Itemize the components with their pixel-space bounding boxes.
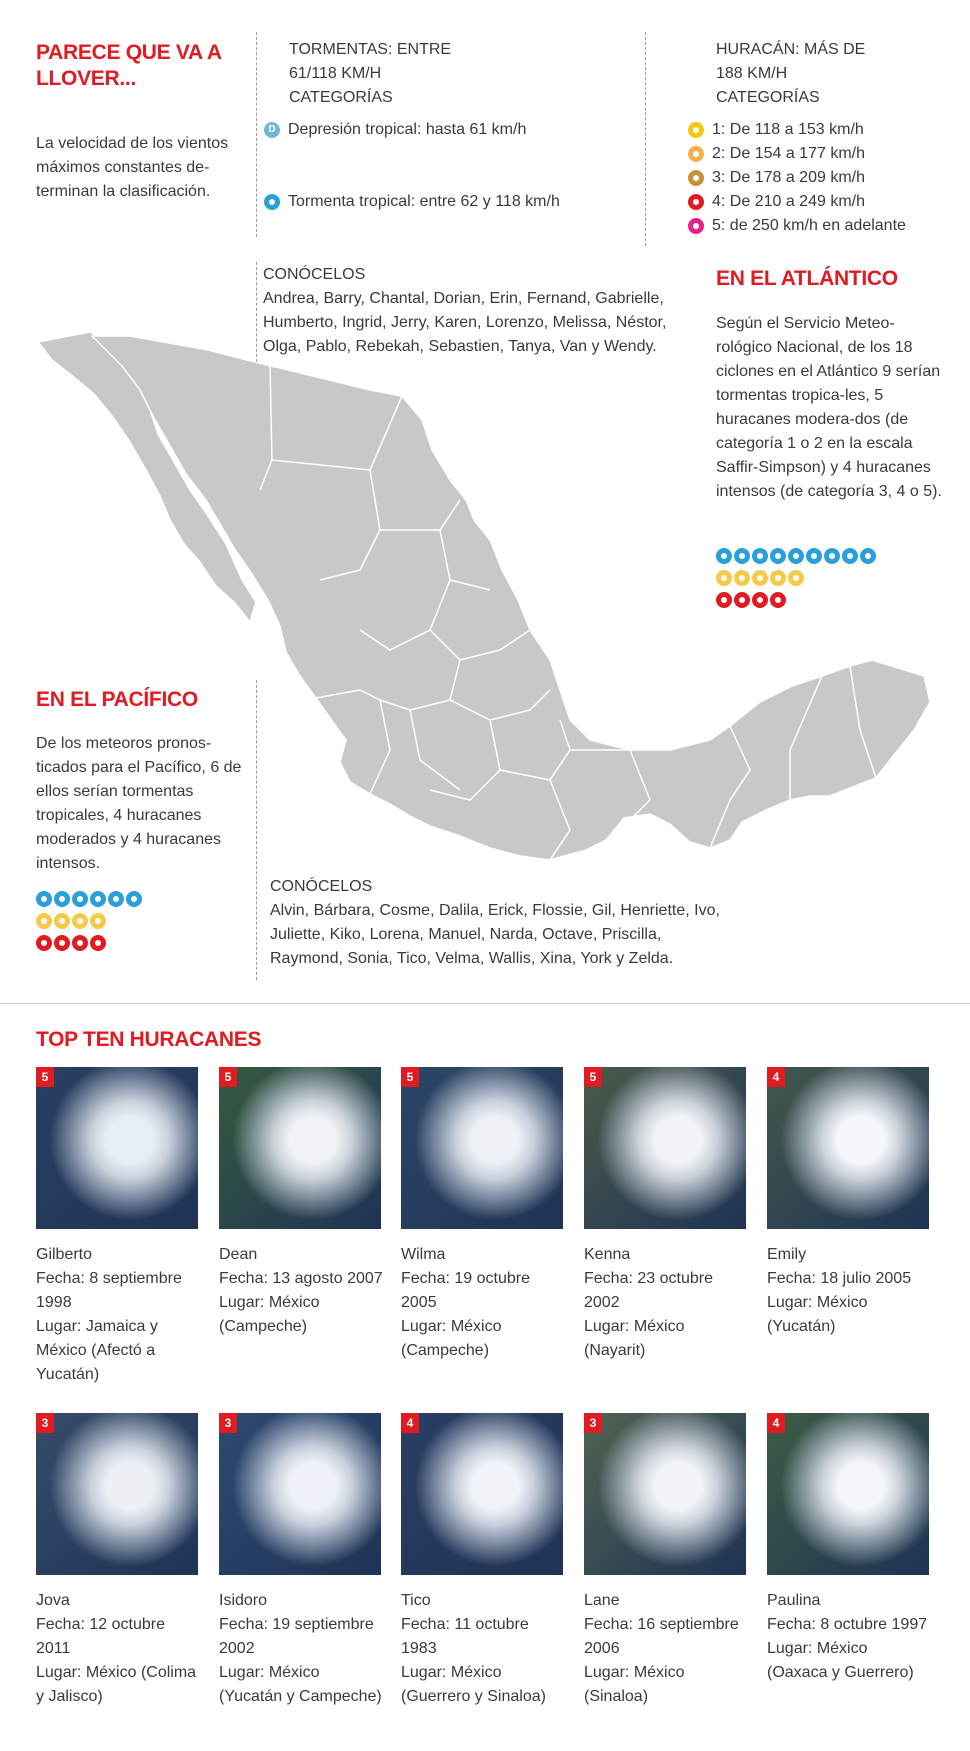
hurricane-name: Emily	[767, 1246, 807, 1263]
hurricane-lugar: Lugar: México (Oaxaca y Guerrero)	[767, 1640, 914, 1681]
legend-category-label: 4: De 210 a 249 km/h	[712, 193, 865, 210]
moderate-hurricane-icon	[36, 913, 52, 929]
satellite-image	[767, 1067, 929, 1229]
tropical-storm-icon	[54, 891, 70, 907]
hurricane-lugar: Lugar: México (Campeche)	[401, 1318, 502, 1359]
hurricane-name: Paulina	[767, 1592, 821, 1609]
hurricane-info	[767, 1243, 932, 1339]
category-badge: 5	[36, 1067, 54, 1087]
legend-category-3	[688, 166, 958, 190]
category-badge: 4	[767, 1413, 785, 1433]
hurricane-fecha: Fecha: 11 octubre 1983	[401, 1616, 529, 1657]
storms-heading-3: CATEGORÍAS	[289, 89, 393, 106]
hurricane-card	[401, 1413, 566, 1709]
satellite-image	[401, 1067, 563, 1229]
legend-depresion-label: Depresión tropical: hasta 61 km/h	[288, 121, 527, 138]
hurricane-name: Isidoro	[219, 1592, 268, 1609]
satellite-image	[219, 1413, 381, 1575]
hurricane-fecha: Fecha: 19 septiembre 2002	[219, 1616, 374, 1657]
legend-depresion	[264, 118, 644, 142]
section-divider	[0, 1003, 970, 1004]
hurricane-icon	[688, 146, 704, 162]
tropical-storm-icon	[36, 891, 52, 907]
divider-4	[256, 680, 257, 980]
hurricane-name: Dean	[219, 1246, 258, 1263]
tropical-storm-icon	[126, 891, 142, 907]
moderate-hurricane-icon	[72, 913, 88, 929]
hurricane-info	[767, 1589, 932, 1685]
moderate-hurricane-icon	[90, 913, 106, 929]
hurricane-name: Wilma	[401, 1246, 446, 1263]
hurricane-fecha: Fecha: 8 octubre 1997	[767, 1616, 928, 1633]
hurricanes-block	[688, 38, 958, 238]
hurricane-info	[584, 1589, 749, 1709]
hurricanes-heading-3: CATEGORÍAS	[716, 89, 820, 106]
category-badge: 4	[767, 1067, 785, 1087]
legend-category-label: 2: De 154 a 177 km/h	[712, 145, 865, 162]
atlantic-names-heading: CONÓCELOS	[263, 266, 366, 283]
intense-hurricane-icon	[54, 935, 70, 951]
moderate-hurricane-icon	[54, 913, 70, 929]
category-badge: 4	[401, 1413, 419, 1433]
hurricane-name: Gilberto	[36, 1246, 93, 1263]
pacific-title: EN EL PACÍFICO	[36, 688, 198, 711]
category-badge: 3	[219, 1413, 237, 1433]
hurricane-name: Tico	[401, 1592, 431, 1609]
hurricane-info	[36, 1589, 201, 1709]
hurricane-card	[36, 1413, 201, 1709]
category-badge: 3	[584, 1413, 602, 1433]
category-badge: 5	[219, 1067, 237, 1087]
legend-category-5	[688, 214, 958, 238]
hurricane-icon	[688, 218, 704, 234]
hurricane-lugar: Lugar: Jamaica y México (Afectó a Yucatán)	[36, 1318, 158, 1383]
legend-category-2	[688, 142, 958, 166]
hurricane-info	[401, 1589, 566, 1709]
pacific-icons	[36, 888, 236, 954]
hurricane-info	[36, 1243, 201, 1387]
atlantic-title: EN EL ATLÁNTICO	[716, 267, 898, 290]
storms-block	[264, 38, 644, 214]
hurricane-fecha: Fecha: 18 julio 2005	[767, 1270, 912, 1287]
storms-heading-1: TORMENTAS: ENTRE	[289, 41, 452, 58]
pacific-names	[270, 875, 730, 971]
pacific-icons-moderate	[36, 910, 236, 932]
satellite-image	[584, 1067, 746, 1229]
hurricane-icon	[688, 194, 704, 210]
satellite-image	[219, 1067, 381, 1229]
hurricane-lugar: Lugar: México (Colima y Jalisco)	[36, 1664, 197, 1705]
tropical-storm-icon	[108, 891, 124, 907]
top-title: TOP TEN HURACANES	[36, 1028, 262, 1051]
hurricane-card	[767, 1413, 932, 1685]
hurricane-icon	[688, 170, 704, 186]
legend-category-label: 1: De 118 a 153 km/h	[712, 121, 864, 138]
hurricane-icon	[688, 122, 704, 138]
hurricane-name: Lane	[584, 1592, 620, 1609]
legend-category-label: 5: de 250 km/h en adelante	[712, 217, 906, 234]
hurricane-card	[36, 1067, 201, 1387]
satellite-image	[767, 1413, 929, 1575]
hurricane-card	[219, 1067, 384, 1339]
category-badge: 3	[36, 1413, 54, 1433]
hurricane-lugar: Lugar: México (Yucatán y Campeche)	[219, 1664, 382, 1705]
divider-1	[256, 32, 257, 237]
hurricane-name: Kenna	[584, 1246, 631, 1263]
legend-tormenta	[264, 190, 644, 214]
legend-tormenta-label: Tormenta tropical: entre 62 y 118 km/h	[288, 193, 560, 210]
category-badge: 5	[584, 1067, 602, 1087]
satellite-image	[401, 1413, 563, 1575]
hurricane-lugar: Lugar: México (Yucatán)	[767, 1294, 868, 1335]
atlantic-text: Según el Servicio Meteo-rológico Nacional, de los 18 ciclones en el Atlántico 9 serían tormentas tropica-les, 5 huracanes modera-dos (de categoría 1 o 2 en la escala Saffir-Simpson) y 4 huracanes intensos (de categoría 3, 4 o 5).	[716, 315, 942, 500]
pacific-names-heading: CONÓCELOS	[270, 878, 373, 895]
hurricane-lugar: Lugar: México (Nayarit)	[584, 1318, 685, 1359]
atlantic-names-text: Andrea, Barry, Chantal, Dorian, Erin, Fernand, Gabrielle, Humberto, Ingrid, Jerry, Karen, Lorenzo, Melissa, Néstor, Olga, Pablo, Rebekah, Sebastien, Tanya, Van y Wendy.	[263, 290, 667, 355]
hurricane-category-list	[688, 118, 958, 238]
pacific-icons-tropical	[36, 888, 236, 910]
intro-title: PARECE QUE VA A LLOVER...	[36, 41, 221, 90]
hurricane-fecha: Fecha: 8 septiembre 1998	[36, 1270, 182, 1311]
hurricanes-heading-1: HURACÁN: MÁS DE	[716, 41, 866, 58]
hurricane-lugar: Lugar: México (Sinaloa)	[584, 1664, 685, 1705]
tropical-storm-icon	[72, 891, 88, 907]
legend-category-label: 3: De 178 a 209 km/h	[712, 169, 865, 186]
divider-2	[645, 32, 646, 246]
depression-icon: D	[264, 122, 280, 138]
hurricane-lugar: Lugar: México (Guerrero y Sinaloa)	[401, 1664, 546, 1705]
hurricane-fecha: Fecha: 16 septiembre 2006	[584, 1616, 739, 1657]
hurricane-fecha: Fecha: 23 octubre 2002	[584, 1270, 713, 1311]
intense-hurricane-icon	[90, 935, 106, 951]
category-badge: 5	[401, 1067, 419, 1087]
pacific-text: De los meteoros pronos-ticados para el Pacífico, 6 de ellos serían tormentas tropicales, 4 huracanes moderados y 4 huracanes intensos.	[36, 735, 242, 872]
hurricane-lugar: Lugar: México (Campeche)	[219, 1294, 320, 1335]
hurricane-info	[219, 1589, 384, 1709]
pacific-icons-intense	[36, 932, 236, 954]
hurricane-info	[584, 1243, 749, 1363]
hurricane-card	[767, 1067, 932, 1339]
hurricanes-heading-2: 188 KM/H	[716, 65, 788, 82]
storms-heading-2: 61/118 KM/H	[289, 65, 382, 82]
hurricane-fecha: Fecha: 13 agosto 2007	[219, 1270, 383, 1287]
hurricane-fecha: Fecha: 19 octubre 2005	[401, 1270, 530, 1311]
hurricane-fecha: Fecha: 12 octubre 2011	[36, 1616, 165, 1657]
hurricane-info	[219, 1243, 384, 1339]
hurricane-card	[401, 1067, 566, 1363]
intense-hurricane-icon	[36, 935, 52, 951]
tropical-storm-icon	[90, 891, 106, 907]
legend-category-4	[688, 190, 958, 214]
satellite-image	[584, 1413, 746, 1575]
intense-hurricane-icon	[72, 935, 88, 951]
legend-category-1	[688, 118, 958, 142]
hurricane-info	[401, 1243, 566, 1363]
hurricane-card	[584, 1067, 749, 1363]
tropical-storm-icon	[264, 194, 280, 210]
satellite-image	[36, 1067, 198, 1229]
satellite-image	[36, 1413, 198, 1575]
pacific-names-text: Alvin, Bárbara, Cosme, Dalila, Erick, Flossie, Gil, Henriette, Ivo, Juliette, Kiko, Lorena, Manuel, Narda, Octave, Priscilla, Raymond, Sonia, Tico, Velma, Wallis, Xina, York y Zelda.	[270, 902, 720, 967]
intro-text: La velocidad de los vientos máximos constantes de-terminan la clasificación.	[36, 135, 229, 200]
hurricane-card	[584, 1413, 749, 1709]
hurricane-name: Jova	[36, 1592, 70, 1609]
hurricane-card	[219, 1413, 384, 1709]
